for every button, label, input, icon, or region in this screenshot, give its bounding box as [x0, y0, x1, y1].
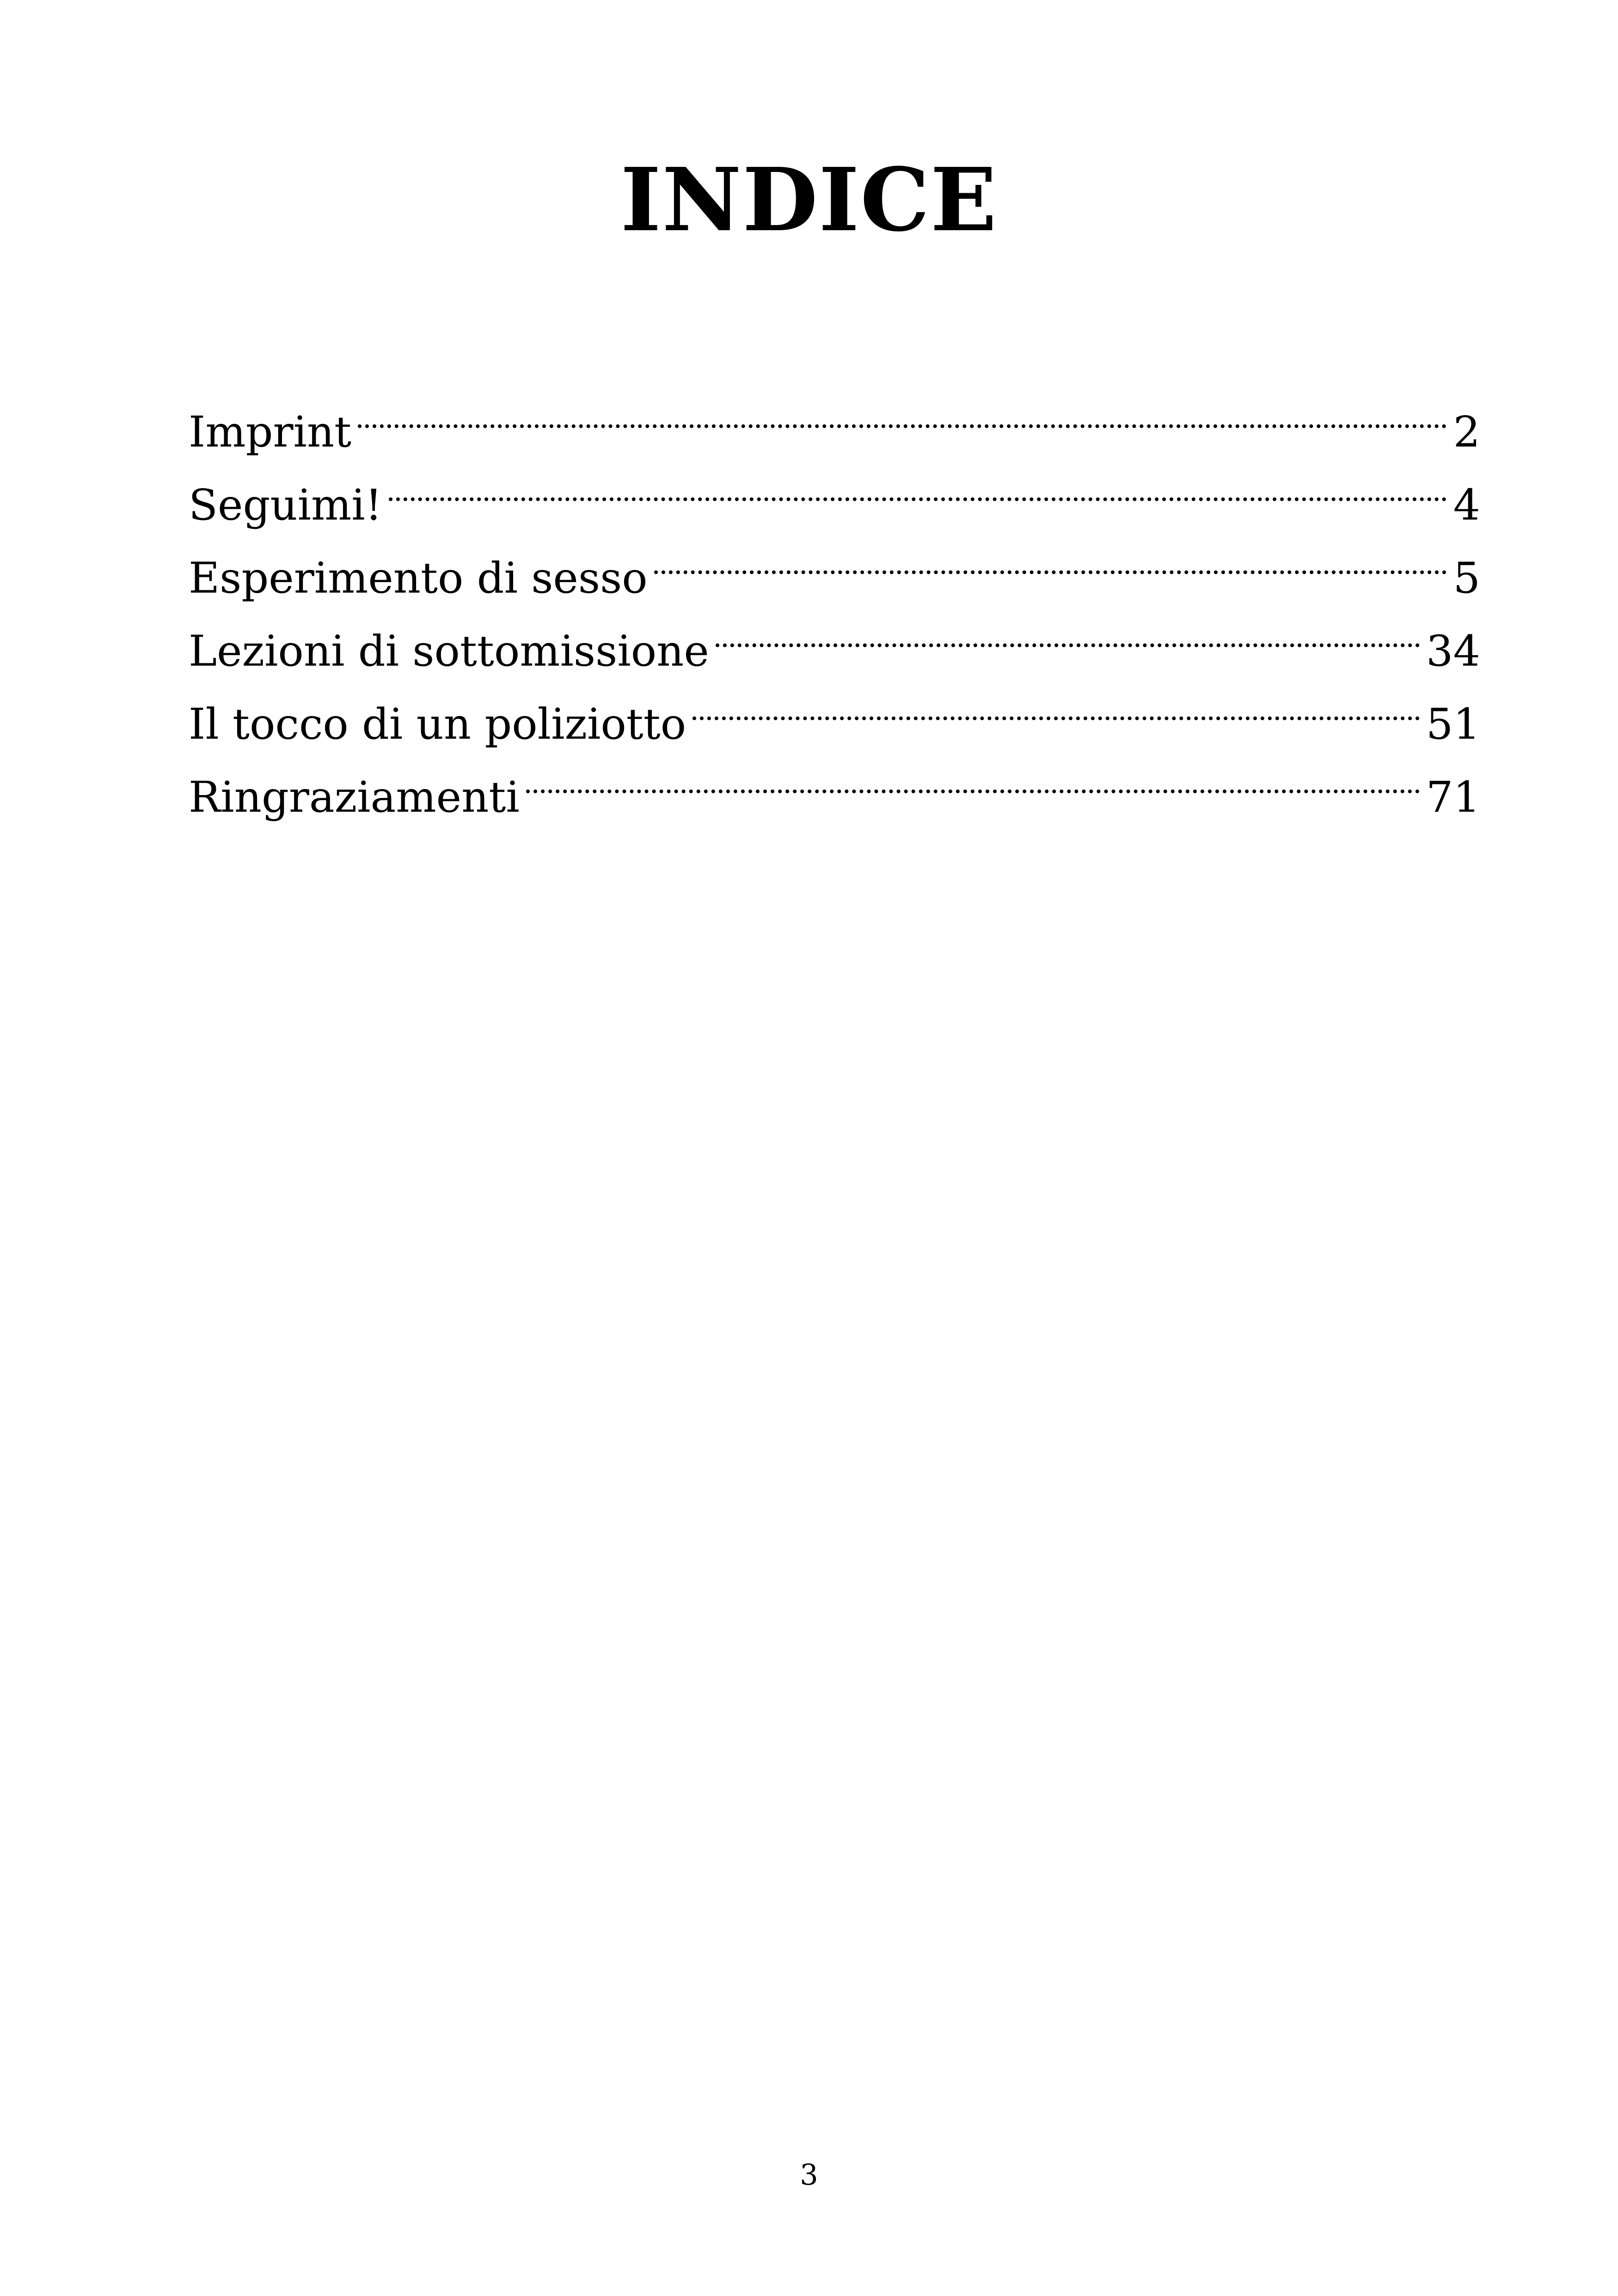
dot-leader — [526, 739, 1420, 812]
toc-entry-page: 34 — [1426, 626, 1480, 676]
dot-leader — [389, 447, 1447, 520]
toc-entry-label: Ringraziamenti — [189, 772, 520, 822]
toc-entry-page: 51 — [1426, 699, 1480, 749]
dot-leader — [358, 373, 1446, 447]
toc-entry-label: Il tocco di un poliziotto — [189, 699, 686, 749]
toc-entry-esperimento-di-sesso[interactable] — [189, 520, 1480, 603]
toc-entry-page: 5 — [1453, 553, 1480, 603]
toc-entry-page: 71 — [1426, 772, 1480, 822]
dot-leader — [654, 520, 1447, 593]
toc-entry-page: 4 — [1453, 480, 1480, 530]
page-number: 3 — [800, 2158, 818, 2192]
dot-leader — [716, 593, 1420, 666]
page-title: INDICE — [620, 149, 998, 251]
table-of-contents — [189, 373, 1480, 822]
toc-entry-page: 2 — [1453, 407, 1480, 457]
toc-entry-seguimi[interactable] — [189, 447, 1480, 530]
toc-entry-label: Seguimi! — [189, 480, 382, 530]
dot-leader — [693, 666, 1420, 739]
toc-entry-imprint[interactable] — [189, 373, 1480, 457]
toc-entry-label: Esperimento di sesso — [189, 553, 648, 603]
toc-entry-label: Imprint — [189, 407, 352, 457]
toc-entry-label: Lezioni di sottomissione — [189, 626, 709, 676]
